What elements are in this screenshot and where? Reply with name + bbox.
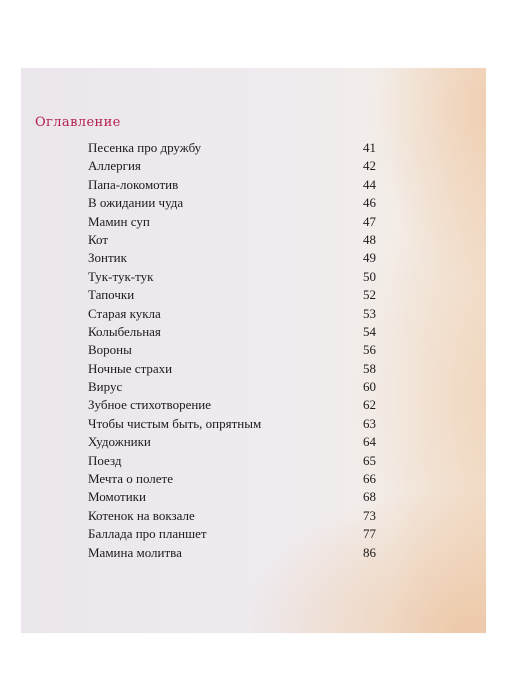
toc-entry-page: 58 — [363, 360, 376, 376]
toc-entry-page: 62 — [363, 397, 376, 413]
toc-entry — [21, 324, 486, 342]
toc-entry — [21, 379, 486, 397]
toc-entry-title: Зубное стихотворение — [88, 397, 212, 413]
toc-entry-page: 86 — [363, 544, 376, 560]
toc-title: Оглавление — [35, 115, 121, 130]
toc-entry-page: 47 — [363, 213, 376, 229]
toc-entry-title: Поезд — [88, 452, 122, 468]
toc-entry-title: Старая кукла — [88, 305, 161, 321]
toc-entry-page: 42 — [363, 158, 376, 174]
book-page — [21, 68, 486, 633]
toc-entry — [21, 397, 486, 415]
toc-entry-title: Мечта о полете — [88, 471, 173, 487]
toc-entry-page: 48 — [363, 231, 376, 247]
toc-entry-title: Песенка про дружбу — [88, 140, 202, 155]
toc-entry — [21, 342, 486, 360]
toc-entry-title: Тук-тук-тук — [88, 268, 154, 284]
toc-entry-title: Кот — [88, 231, 109, 247]
toc-entry-title: Момотики — [88, 489, 146, 505]
toc-entry-page: 50 — [363, 268, 376, 284]
toc-entry-title: Мамин суп — [88, 213, 150, 229]
toc-entry-title: Вирус — [88, 379, 123, 395]
toc-entry-page: 44 — [363, 176, 376, 192]
toc-entry — [21, 471, 486, 489]
toc-entry-page: 54 — [363, 323, 376, 339]
toc-entry-page: 41 — [363, 140, 376, 155]
toc-entry-page: 56 — [363, 342, 376, 358]
toc-entry-title: Аллергия — [88, 158, 141, 174]
toc-entry-title: Вороны — [88, 342, 132, 358]
toc-entry — [21, 416, 486, 434]
toc-entry-page: 52 — [363, 287, 376, 303]
toc-entry-title: В ожидании чуда — [88, 195, 184, 211]
toc-entry-page: 46 — [363, 195, 376, 211]
toc-entry — [21, 195, 486, 213]
toc-entry — [21, 250, 486, 268]
toc-entry — [21, 508, 486, 526]
toc-entry — [21, 287, 486, 305]
toc-entry — [21, 232, 486, 250]
toc-entry — [21, 361, 486, 379]
toc-entry-title: Баллада про планшет — [88, 526, 207, 542]
toc-entry-page: 64 — [363, 434, 376, 450]
toc-entry-page: 49 — [363, 250, 376, 266]
toc-entry-title: Зонтик — [88, 250, 127, 266]
toc-entry — [21, 158, 486, 176]
toc-entry-title: Чтобы чистым быть, опрятным — [88, 415, 262, 431]
toc-entry — [21, 269, 486, 287]
toc-entry-page: 66 — [363, 471, 376, 487]
toc-entry — [21, 434, 486, 452]
toc-entry-title: Колыбельная — [88, 323, 161, 339]
toc-entry-title: Мамина молитва — [88, 544, 182, 560]
toc-entry-title: Ночные страхи — [88, 360, 173, 376]
toc-entry — [21, 545, 486, 563]
toc-entry-page: 60 — [363, 379, 376, 395]
toc-entry — [21, 214, 486, 232]
toc-entry-page: 73 — [363, 507, 376, 523]
toc-entry-title: Тапочки — [88, 287, 135, 303]
toc-entry-page: 68 — [363, 489, 376, 505]
toc-entry-page: 63 — [363, 415, 376, 431]
toc-entry — [21, 526, 486, 544]
toc-entry-title: Художники — [88, 434, 151, 450]
toc-entry — [21, 453, 486, 471]
toc-entry-page: 77 — [363, 526, 376, 542]
toc-entry-title: Котенок на вокзале — [88, 507, 195, 523]
toc-entry — [21, 140, 486, 158]
toc-entry-page: 65 — [363, 452, 376, 468]
toc-list — [21, 140, 486, 563]
toc-entry — [21, 306, 486, 324]
toc-entry — [21, 177, 486, 195]
toc-entry-page: 53 — [363, 305, 376, 321]
toc-entry — [21, 489, 486, 507]
toc-entry-title: Папа-локомотив — [88, 176, 179, 192]
